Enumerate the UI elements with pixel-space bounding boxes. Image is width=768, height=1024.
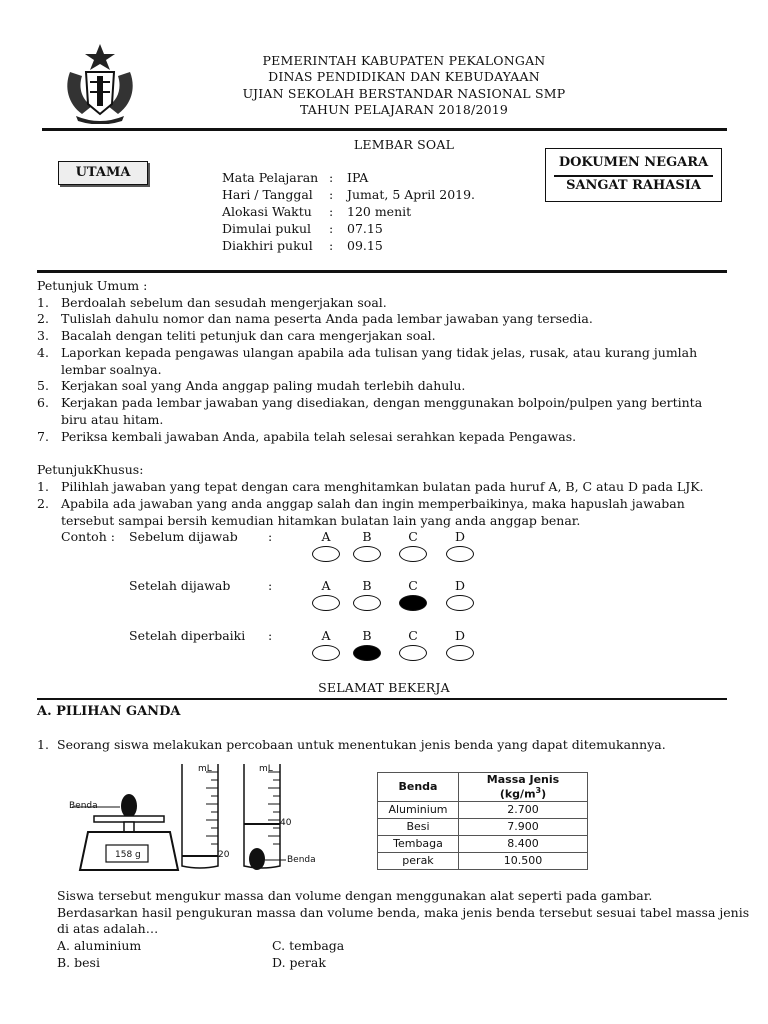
answer-bubble-d [446, 595, 474, 611]
list-number: 4. [37, 345, 49, 360]
closing-text: SELAMAT BEKERJA [318, 680, 450, 695]
answer-bubble-b [353, 595, 381, 611]
list-number: 3. [37, 328, 49, 343]
list-number: 1. [37, 479, 49, 494]
list-number: 1. [37, 295, 49, 310]
meta-colon: : [329, 221, 334, 236]
object-in-cylinder-icon [249, 848, 265, 870]
meta-label: Alokasi Waktu [222, 204, 312, 219]
dokumen-negara-box [545, 148, 722, 202]
meta-value: Jumat, 5 April 2019. [347, 187, 476, 202]
bubble-letter: A [321, 628, 331, 643]
list-item: Tulislah dahulu nomor dan nama peserta Anda pada lembar jawaban yang tersedia. [61, 311, 593, 326]
density-table [377, 772, 588, 870]
list-number: 2. [37, 496, 49, 511]
meta-colon: : [329, 187, 334, 202]
example-row-colon: : [268, 578, 273, 593]
table-row [378, 835, 588, 852]
meta-label: Diakhiri pukul [222, 238, 313, 253]
question-body-line: di atas adalah… [57, 921, 159, 936]
meta-colon: : [329, 204, 334, 219]
material-cell: Tembaga [378, 835, 459, 852]
cylinder1-unit: mL [198, 764, 212, 774]
list-item: Pilihlah jawaban yang tepat dengan cara menghitamkan bulatan pada huruf A, B, C atau D pada LJK. [61, 479, 704, 494]
dokumen-negara-label: DOKUMEN NEGARA [558, 155, 709, 170]
sangat-rahasia-label: SANGAT RAHASIA [566, 178, 701, 193]
meta-divider [37, 270, 727, 273]
bubble-letter: B [362, 578, 372, 593]
bubble-letter: D [454, 628, 466, 643]
benda-label: Benda [69, 801, 98, 811]
benda-label-cylinder: Benda [287, 855, 316, 865]
table-row [378, 852, 588, 869]
header-line-4: TAHUN PELAJARAN 2018/2019 [299, 102, 509, 117]
bubble-letter: A [321, 529, 331, 544]
question-text: Seorang siswa melakukan percobaan untuk menentukan jenis benda yang dapat ditemukannya. [57, 737, 666, 752]
sheet-subtitle: LEMBAR SOAL [353, 137, 455, 152]
material-cell: Besi [378, 818, 459, 835]
question-number: 1. [37, 737, 49, 752]
table-row [378, 801, 588, 818]
question-body-line: Berdasarkan hasil pengukuran massa dan volume benda, maka jenis benda tersebut sesuai tabel massa jenis [57, 905, 750, 920]
list-item: Berdoalah sebelum dan sesudah mengerjakan soal. [61, 295, 387, 310]
list-item: Bacalah dengan teliti petunjuk dan cara mengerjakan soal. [61, 328, 436, 343]
badge-divider [554, 175, 713, 177]
question-body-line: Siswa tersebut mengukur massa dan volume dengan menggunakan alat seperti pada gambar. [57, 888, 653, 903]
list-number: 7. [37, 429, 49, 444]
answer-bubble-b [353, 645, 381, 661]
meta-value: 09.15 [347, 238, 383, 253]
material-cell: perak [378, 852, 459, 869]
bubble-letter: C [408, 628, 418, 643]
header-line-3: UJIAN SEKOLAH BERSTANDAR NASIONAL SMP [242, 86, 566, 101]
density-cell: 7.900 [459, 818, 588, 835]
cylinder2-unit: mL [259, 764, 273, 774]
list-item: Apabila ada jawaban yang anda anggap salah dan ingin memperbaikinya, maka hapuslah jawaban tersebut sampai bersih kemudian hitamkan bulatan lain yang anda anggap benar. [61, 496, 685, 528]
list-number: 6. [37, 395, 49, 410]
bubble-letter: A [321, 578, 331, 593]
answer-bubble-a [312, 546, 340, 562]
option-b[interactable]: B. besi [57, 955, 100, 970]
answer-bubble-c [399, 645, 427, 661]
option-a[interactable]: A. aluminium [57, 938, 142, 953]
bubble-letter: D [454, 529, 466, 544]
answer-bubble-c [399, 595, 427, 611]
answer-bubble-a [312, 595, 340, 611]
bubble-letter: C [408, 529, 418, 544]
cylinder2-reading: 40 [280, 818, 292, 828]
example-row-label: Setelah dijawab [129, 578, 231, 593]
bubble-letter: C [408, 578, 418, 593]
contoh-label: Contoh : [61, 529, 115, 544]
list-item: Kerjakan soal yang Anda anggap paling mudah terlebih dahulu. [61, 378, 466, 393]
answer-bubble-d [446, 546, 474, 562]
petunjuk-umum-title: Petunjuk Umum : [37, 278, 148, 293]
cylinder1-reading: 20 [218, 850, 230, 860]
density-header-exponent: 3 [535, 786, 542, 795]
density-cell: 8.400 [459, 835, 588, 852]
example-row-label: Sebelum dijawab [129, 529, 238, 544]
section-title: A. PILIHAN GANDA [37, 704, 181, 719]
example-row-label: Setelah diperbaiki [129, 628, 246, 643]
example-row-colon: : [268, 529, 273, 544]
table-header-cell: Benda [378, 773, 459, 802]
option-c[interactable]: C. tembaga [272, 938, 345, 953]
option-d[interactable]: D. perak [272, 955, 326, 970]
meta-label: Hari / Tanggal [222, 187, 313, 202]
meta-label: Dimulai pukul [222, 221, 312, 236]
table-header-row [378, 773, 588, 802]
list-item: Laporkan kepada pengawas ulangan apabila ada tulisan yang tidak jelas, rusak, atau kurang jumlah lembar soalnya. [61, 345, 698, 377]
header-line-2: DINAS PENDIDIKAN DAN KEBUDAYAAN [268, 69, 540, 84]
scale-reading: 158 g [115, 850, 141, 860]
density-cell: 10.500 [459, 852, 588, 869]
meta-value: 07.15 [347, 221, 383, 236]
list-item: Periksa kembali jawaban Anda, apabila telah selesai serahkan kepada Pengawas. [61, 429, 577, 444]
meta-value: 120 menit [347, 204, 412, 219]
answer-bubble-a [312, 645, 340, 661]
meta-value: IPA [347, 170, 369, 185]
petunjuk-khusus-title: PetunjukKhusus: [37, 462, 144, 477]
density-header-text: Massa Jenis (kg/m [486, 773, 560, 801]
bubble-letter: D [454, 578, 466, 593]
material-cell: Aluminium [378, 801, 459, 818]
header-divider [42, 128, 727, 131]
answer-bubble-c [399, 546, 427, 562]
example-row-colon: : [268, 628, 273, 643]
bubble-letter: B [362, 529, 372, 544]
list-number: 5. [37, 378, 49, 393]
object-on-scale-icon [121, 794, 137, 818]
meta-colon: : [329, 170, 334, 185]
answer-bubble-b [353, 546, 381, 562]
density-cell: 2.700 [459, 801, 588, 818]
utama-badge: UTAMA [58, 161, 148, 185]
answer-bubble-d [446, 645, 474, 661]
density-header-close: ) [541, 787, 547, 801]
meta-colon: : [329, 238, 334, 253]
header-line-1: PEMERINTAH KABUPATEN PEKALONGAN [262, 53, 546, 68]
table-header-cell [459, 773, 588, 802]
table-row [378, 818, 588, 835]
bubble-letter: B [362, 628, 372, 643]
meta-label: Mata Pelajaran [222, 170, 319, 185]
list-item: Kerjakan pada lembar jawaban yang disediakan, dengan menggunakan bolpoin/pulpen yang bertinta biru atau hitam. [61, 395, 703, 427]
list-number: 2. [37, 311, 49, 326]
section-divider [37, 698, 727, 700]
